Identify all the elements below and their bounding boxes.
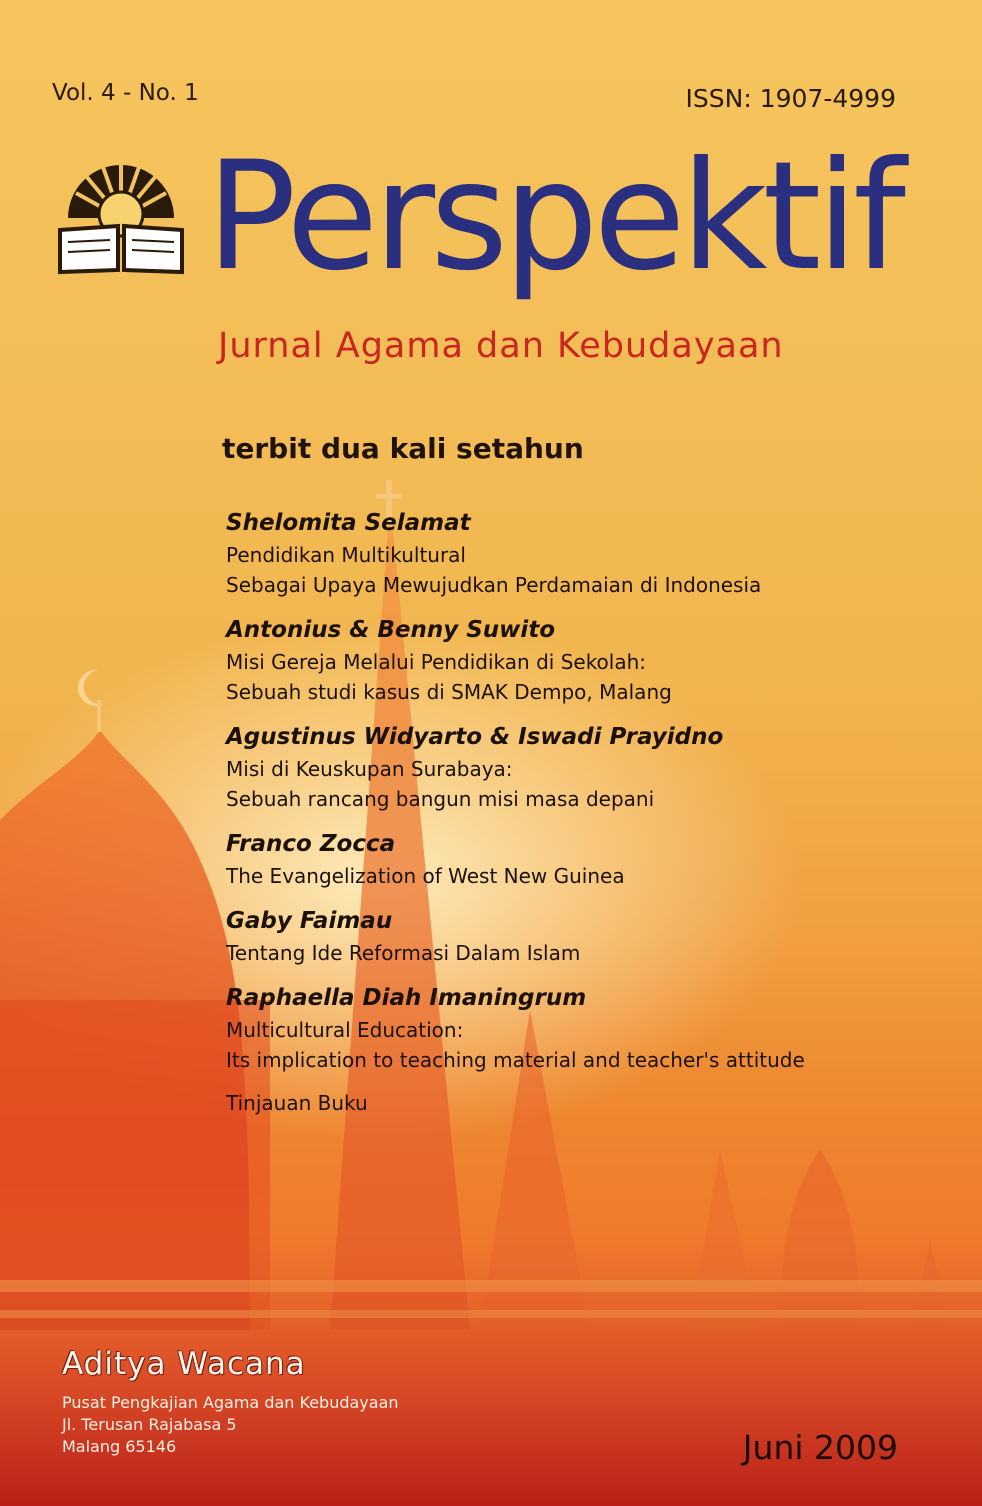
- article-author: Antonius & Benny Suwito: [226, 617, 556, 643]
- article-title-line: Its implication to teaching material and teacher's attitude: [226, 1048, 805, 1072]
- article-author: Shelomita Selamat: [226, 510, 471, 536]
- article-entry: [226, 981, 906, 1075]
- dome-finial-shape: [97, 700, 101, 732]
- sun-over-open-book-icon: [56, 148, 186, 278]
- publisher-address: [62, 1392, 399, 1458]
- article-entry: [226, 827, 906, 891]
- publisher-address-line: Pusat Pengkajian Agama dan Kebudayaan: [62, 1393, 399, 1412]
- article-author: Franco Zocca: [226, 831, 396, 857]
- issue-date: Juni 2009: [742, 1428, 898, 1467]
- article-title-line: Pendidikan Multikultural: [226, 543, 466, 567]
- article-title-line: The Evangelization of West New Guinea: [226, 864, 625, 888]
- article-entry: [226, 720, 906, 814]
- article-title-line: Multicultural Education:: [226, 1018, 464, 1042]
- volume-number: Vol. 4 - No. 1: [52, 80, 199, 106]
- table-of-contents: [226, 506, 906, 1118]
- book-review-section: Tinjauan Buku: [226, 1091, 368, 1115]
- article-title-line: Tentang Ide Reformasi Dalam Islam: [226, 941, 581, 965]
- article-title-line: Sebuah studi kasus di SMAK Dempo, Malang: [226, 680, 672, 704]
- article-entry: [226, 613, 906, 707]
- publisher-name: Aditya Wacana: [62, 1346, 306, 1382]
- article-title-line: Sebagai Upaya Mewujudkan Perdamaian di Indonesia: [226, 573, 762, 597]
- journal-title: Perspektif: [206, 130, 901, 304]
- article-entry: [226, 506, 906, 600]
- article-author: Gaby Faimau: [226, 908, 393, 934]
- issn-number: ISSN: 1907-4999: [685, 84, 896, 113]
- article-author: Raphaella Diah Imaningrum: [226, 985, 587, 1011]
- publisher-address-line: Malang 65146: [62, 1437, 177, 1456]
- article-title-line: Misi di Keuskupan Surabaya:: [226, 757, 513, 781]
- publisher-address-line: Jl. Terusan Rajabasa 5: [62, 1415, 237, 1434]
- article-title-line: Misi Gereja Melalui Pendidikan di Sekolah:: [226, 650, 647, 674]
- article-title-line: Sebuah rancang bangun misi masa depani: [226, 787, 655, 811]
- article-entry: [226, 904, 906, 968]
- journal-subtitle: Jurnal Agama dan Kebudayaan: [218, 326, 784, 366]
- publication-frequency: terbit dua kali setahun: [222, 432, 584, 465]
- article-author: Agustinus Widyarto & Iswadi Prayidno: [226, 724, 724, 750]
- cross-horizontal: [376, 494, 402, 499]
